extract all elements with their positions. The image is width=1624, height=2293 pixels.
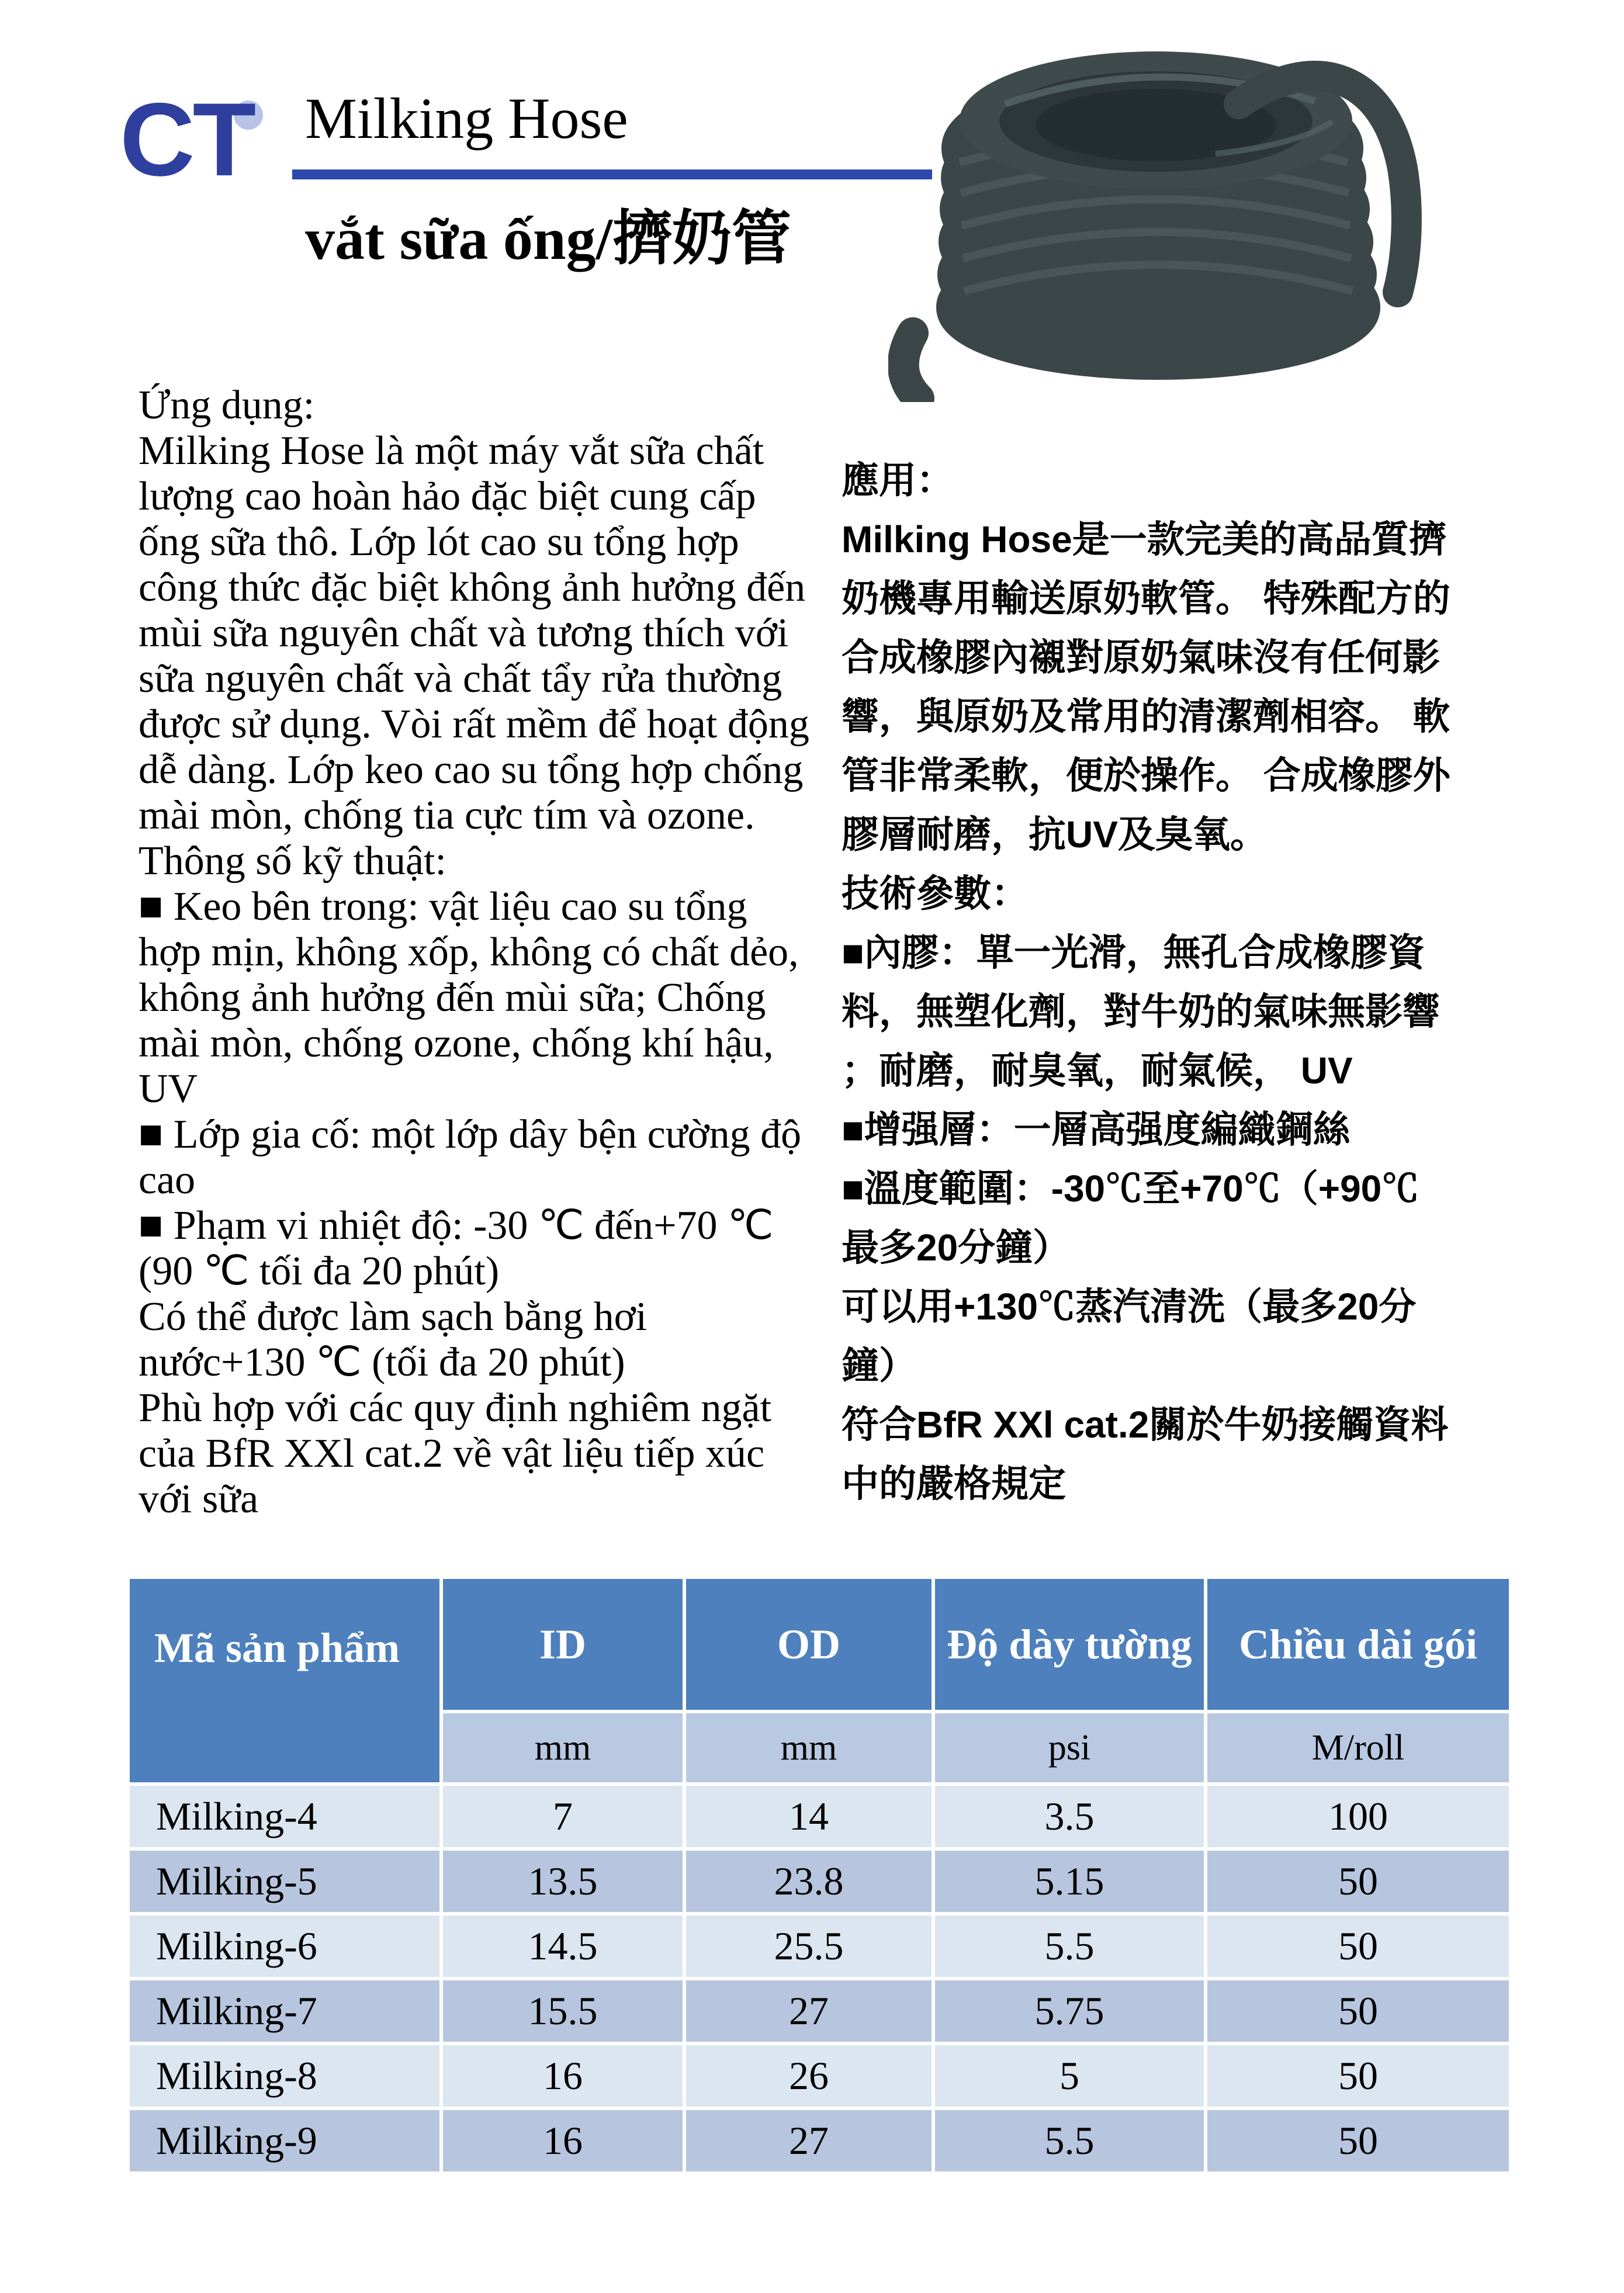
- product-code-cell: Milking-7: [130, 1980, 439, 2042]
- text-line: nước+130 ℃ (tối đa 20 phút): [138, 1340, 625, 1385]
- text-line: ■內膠：單一光滑，無孔合成橡膠資: [842, 931, 1425, 974]
- unit-length-mroll: M/roll: [1207, 1713, 1509, 1782]
- value-cell: 50: [1207, 2110, 1509, 2171]
- table-row: [130, 1851, 1509, 1912]
- value-cell: 13.5: [443, 1851, 683, 1912]
- value-cell: 25.5: [686, 1916, 932, 1977]
- value-cell: 26: [686, 2045, 932, 2107]
- text-line: Có thể được làm sạch bằng hơi: [138, 1294, 647, 1339]
- text-line: không ảnh hưởng đến mùi sữa; Chống: [138, 975, 766, 1020]
- text-line: 奶機專用輸送原奶軟管。 特殊配方的: [842, 577, 1450, 619]
- table-row: [130, 1916, 1509, 1977]
- text-line: mài mòn, chống ozone, chống khí hậu,: [138, 1021, 774, 1066]
- text-line: ống sữa thô. Lớp lót cao su tổng hợp: [138, 519, 739, 564]
- title-underline: [292, 169, 932, 179]
- text-line: Milking Hose是一款完美的高品質擠: [842, 518, 1446, 560]
- value-cell: 50: [1207, 1916, 1509, 1977]
- text-line: ■ Lớp gia cố: một lớp dây bện cường độ: [138, 1112, 802, 1157]
- table-row: [130, 2045, 1509, 2107]
- header-od: OD: [686, 1579, 932, 1710]
- text-line: 膠層耐磨，抗UV及臭氧。: [842, 813, 1268, 855]
- value-cell: 50: [1207, 1980, 1509, 2042]
- text-line: 可以用+130℃蒸汽清洗（最多20分: [842, 1286, 1417, 1328]
- text-line: sữa nguyên chất và chất tẩy rửa thường: [138, 656, 782, 701]
- value-cell: 15.5: [443, 1980, 683, 2042]
- header-wall-thickness: Độ dày tường: [935, 1579, 1204, 1710]
- spec-table: [126, 1575, 1512, 2175]
- value-cell: 5: [935, 2045, 1204, 2107]
- table-row: [130, 2110, 1509, 2171]
- header-package-length: Chiều dài gói: [1207, 1579, 1509, 1710]
- header-product-code: Mã sản phẩm: [130, 1579, 439, 1782]
- text-line: lượng cao hoàn hảo đặc biệt cung cấp: [138, 474, 756, 519]
- value-cell: 100: [1207, 1786, 1509, 1847]
- product-photo-hose-coil-image: [888, 34, 1438, 402]
- text-line: Ứng dụng:: [138, 383, 315, 428]
- value-cell: 3.5: [935, 1786, 1204, 1847]
- unit-wall-psi: psi: [935, 1713, 1204, 1782]
- product-code-cell: Milking-4: [130, 1786, 439, 1847]
- value-cell: 14.5: [443, 1916, 683, 1977]
- text-line: 符合BfR XXl cat.2關於牛奶接觸資料: [842, 1404, 1449, 1446]
- vietnamese-description: [138, 383, 828, 1522]
- value-cell: 50: [1207, 2045, 1509, 2107]
- text-line: UV: [138, 1066, 198, 1111]
- value-cell: 5.75: [935, 1980, 1204, 2042]
- value-cell: 27: [686, 2110, 932, 2171]
- text-line: với sữa: [138, 1477, 259, 1522]
- text-line: Phù hợp với các quy định nghiêm ngặt: [138, 1386, 772, 1430]
- text-line: công thức đặc biệt không ảnh hưởng đến: [138, 565, 806, 610]
- text-line: 鐘）: [842, 1345, 916, 1387]
- table-row: [130, 1786, 1509, 1847]
- text-line: ■溫度範圍：-30℃至+70℃（+90℃: [842, 1168, 1419, 1210]
- text-line: (90 ℃ tối đa 20 phút): [138, 1249, 500, 1294]
- unit-od-mm: mm: [686, 1713, 932, 1782]
- value-cell: 14: [686, 1786, 932, 1847]
- value-cell: 5.5: [935, 2110, 1204, 2171]
- header-id: ID: [443, 1579, 683, 1710]
- page-title: Milking Hose: [305, 86, 628, 151]
- value-cell: 5.15: [935, 1851, 1204, 1912]
- text-line: cao: [138, 1158, 196, 1203]
- text-line: 中的嚴格規定: [842, 1463, 1066, 1505]
- value-cell: 16: [443, 2045, 683, 2107]
- value-cell: 7: [443, 1786, 683, 1847]
- chinese-description: [842, 451, 1601, 1513]
- spec-table-body: [130, 1786, 1509, 2171]
- product-code-cell: Milking-9: [130, 2110, 439, 2171]
- text-line: Thông số kỹ thuật:: [138, 839, 446, 884]
- brand-logo-text: CT: [120, 81, 254, 198]
- product-code-cell: Milking-8: [130, 2045, 439, 2107]
- text-line: ；耐磨，耐臭氧，耐氣候， UV: [842, 1049, 1353, 1092]
- text-line: hợp mịn, không xốp, không có chất dẻo,: [138, 930, 799, 975]
- text-line: ■ Phạm vi nhiệt độ: -30 ℃ đến+70 ℃: [138, 1203, 774, 1248]
- page-subtitle: vắt sữa ống/擠奶管: [305, 206, 791, 272]
- product-code-cell: Milking-5: [130, 1851, 439, 1912]
- unit-id-mm: mm: [443, 1713, 683, 1782]
- text-line: dễ dàng. Lớp keo cao su tổng hợp chống: [138, 747, 804, 792]
- brand-logo: [120, 81, 307, 216]
- value-cell: 50: [1207, 1851, 1509, 1912]
- text-line: 應用：: [842, 459, 954, 501]
- text-line: của BfR XXl cat.2 về vật liệu tiếp xúc: [138, 1431, 765, 1476]
- text-line: Milking Hose là một máy vắt sữa chất: [138, 428, 764, 473]
- text-line: mài mòn, chống tia cực tím và ozone.: [138, 793, 755, 838]
- text-line: 響，與原奶及常用的清潔劑相容。 軟: [842, 695, 1450, 737]
- value-cell: 16: [443, 2110, 683, 2171]
- text-line: được sử dụng. Vòi rất mềm để hoạt động: [138, 702, 809, 747]
- value-cell: 5.5: [935, 1916, 1204, 1977]
- table-row: [130, 1980, 1509, 2042]
- text-line: 合成橡膠內襯對原奶氣味沒有任何影: [842, 636, 1440, 678]
- text-line: ■ Keo bên trong: vật liệu cao su tổng: [138, 884, 747, 929]
- text-line: ■增强層：一層高强度編織鋼絲: [842, 1109, 1351, 1151]
- value-cell: 23.8: [686, 1851, 932, 1912]
- text-line: mùi sữa nguyên chất và tương thích với: [138, 611, 789, 656]
- text-line: 料，無塑化劑，對牛奶的氣味無影響: [842, 990, 1440, 1033]
- text-line: 管非常柔軟，便於操作。 合成橡膠外: [842, 754, 1450, 796]
- text-line: 技術參數：: [842, 872, 1029, 915]
- table-header-row: [130, 1579, 1509, 1710]
- product-code-cell: Milking-6: [130, 1916, 439, 1977]
- value-cell: 27: [686, 1980, 932, 2042]
- text-line: 最多20分鐘）: [842, 1227, 1071, 1269]
